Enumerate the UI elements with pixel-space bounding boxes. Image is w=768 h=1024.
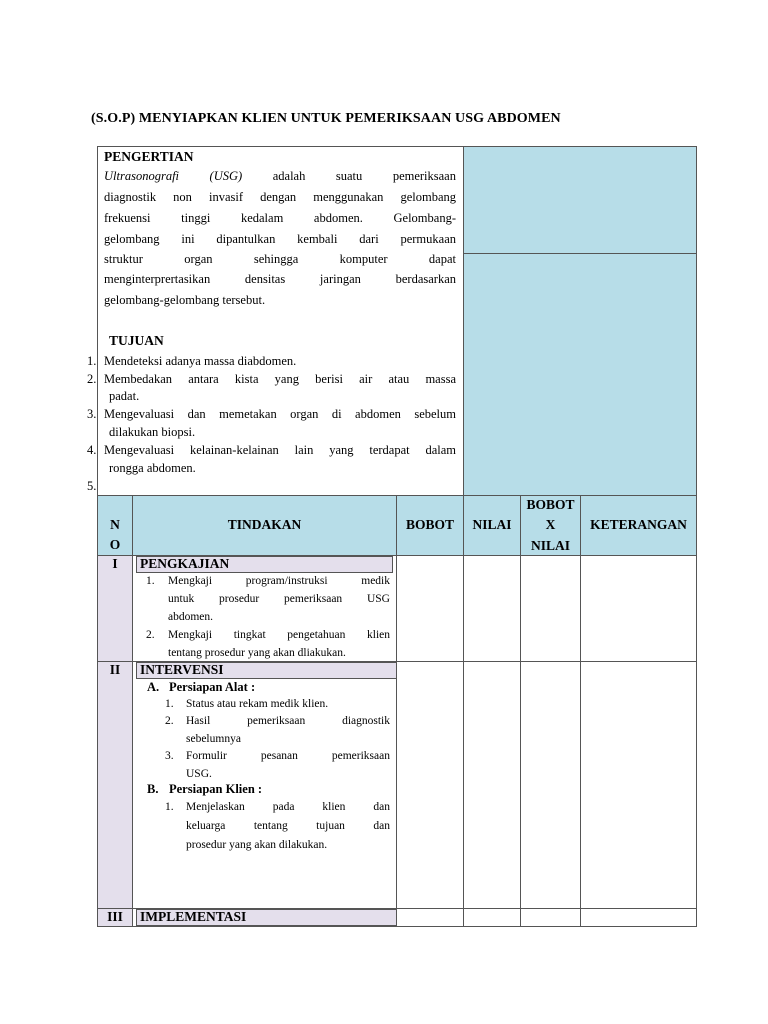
row-i-bxn-cell <box>520 555 581 662</box>
pengertian-line: gelombang ini dipantulkan kembali dari permukaan <box>104 232 456 246</box>
list-item: Formulir pesanan pemeriksaan <box>186 750 390 762</box>
subsection-letter: A. <box>147 680 160 694</box>
header-bxn-2: X <box>545 517 556 532</box>
usg-term: Ultrasonografi (USG) <box>104 169 243 183</box>
list-item: Hasil pemeriksaan diagnostik <box>186 715 390 727</box>
header-nilai: NILAI <box>472 517 512 532</box>
list-item-cont: abdomen. <box>168 611 214 623</box>
list-item: Mengevaluasi dan memetakan organ di abdomen sebelum <box>104 407 456 421</box>
subsection-title: Persiapan Alat : <box>169 680 256 694</box>
document-title: (S.O.P) MENYIAPKAN KLIEN UNTUK PEMERIKSAAN USG ABDOMEN <box>91 111 561 126</box>
subsection-title: Persiapan Klien : <box>169 782 263 796</box>
list-number: 1. <box>87 354 97 368</box>
top-right-cell-2 <box>463 253 697 496</box>
row-i-keterangan-cell <box>580 555 697 662</box>
list-item: Mendeteksi adanya massa diabdomen. <box>104 354 297 368</box>
header-keterangan: KETERANGAN <box>590 517 687 532</box>
pengertian-line: gelombang-gelombang tersebut. <box>104 293 266 307</box>
row-iii-number: III <box>107 909 123 924</box>
tujuan-heading: TUJUAN <box>109 333 164 348</box>
pengertian-line: diagnostik non invasif dengan menggunakan gelombang <box>104 190 456 204</box>
header-no-2: O <box>109 537 121 552</box>
pengertian-heading: PENGERTIAN <box>104 149 194 164</box>
list-item-cont: USG. <box>186 768 212 780</box>
row-ii-title: INTERVENSI <box>140 662 224 677</box>
list-number: 4. <box>87 443 97 457</box>
list-number: 1. <box>165 698 174 710</box>
pengertian-line: Ultrasonografi (USG) adalah suatu pemeriksaan <box>104 169 456 183</box>
pengertian-line: menginterprertasikan densitas jaringan berdasarkan <box>104 272 456 286</box>
row-i-bobot-cell <box>396 555 464 662</box>
list-number: 2. <box>87 372 97 386</box>
row-ii-number: II <box>109 662 121 677</box>
row-ii-nilai-cell <box>463 661 521 909</box>
row-iii-bxn-cell <box>520 908 581 927</box>
list-item-cont: prosedur yang akan dilakukan. <box>186 839 328 851</box>
row-iii-nilai-cell <box>463 908 521 927</box>
list-number: 1. <box>146 575 155 587</box>
list-number: 5. <box>87 479 97 493</box>
row-ii-bobot-cell <box>396 661 464 909</box>
header-no-1: N <box>110 517 120 532</box>
list-item: Mengkaji tingkat pengetahuan klien <box>168 629 390 641</box>
list-number: 3. <box>165 750 174 762</box>
row-iii-title: IMPLEMENTASI <box>140 909 247 924</box>
row-i-number: I <box>112 556 118 571</box>
list-number: 3. <box>87 407 97 421</box>
row-i-title: PENGKAJIAN <box>140 556 230 571</box>
row-ii-bxn-cell <box>520 661 581 909</box>
list-item: Membedakan antara kista yang berisi air atau massa <box>104 372 456 386</box>
list-item-cont: rongga abdomen. <box>109 461 196 475</box>
list-item-cont: tentang prosedur yang akan dliakukan. <box>168 647 346 659</box>
header-tindakan: TINDAKAN <box>227 517 302 532</box>
row-ii-keterangan-cell <box>580 661 697 909</box>
list-item-cont: untuk prosedur pemeriksaan USG <box>168 593 390 605</box>
header-bobot: BOBOT <box>405 517 454 532</box>
list-item-cont: sebelumnya <box>186 733 241 745</box>
list-item-cont: padat. <box>109 389 140 403</box>
subsection-letter: B. <box>147 782 159 796</box>
list-number: 2. <box>146 629 155 641</box>
row-iii-bobot-cell <box>396 908 464 927</box>
list-item-cont: keluarga tentang tujuan dan <box>186 820 390 832</box>
list-number: 1. <box>165 801 174 813</box>
list-item-cont: dilakukan biopsi. <box>109 425 196 439</box>
pengertian-line: struktur organ sehingga komputer dapat <box>104 252 456 266</box>
list-item: Status atau rekam medik klien. <box>186 698 329 710</box>
pengertian-line: frekuensi tinggi kedalam abdomen. Gelombang- <box>104 211 456 225</box>
header-bxn-3: NILAI <box>530 538 570 553</box>
row-ii-no-cell <box>97 661 133 909</box>
header-bxn-1: BOBOT <box>526 497 575 512</box>
list-item: Mengkaji program/instruksi medik <box>168 575 390 587</box>
top-right-cell-1 <box>463 146 697 254</box>
row-i-nilai-cell <box>463 555 521 662</box>
list-item: Menjelaskan pada klien dan <box>186 801 390 813</box>
list-number: 2. <box>165 715 174 727</box>
row-iii-keterangan-cell <box>580 908 697 927</box>
list-item: Mengevaluasi kelainan-kelainan lain yang terdapat dalam <box>104 443 456 457</box>
